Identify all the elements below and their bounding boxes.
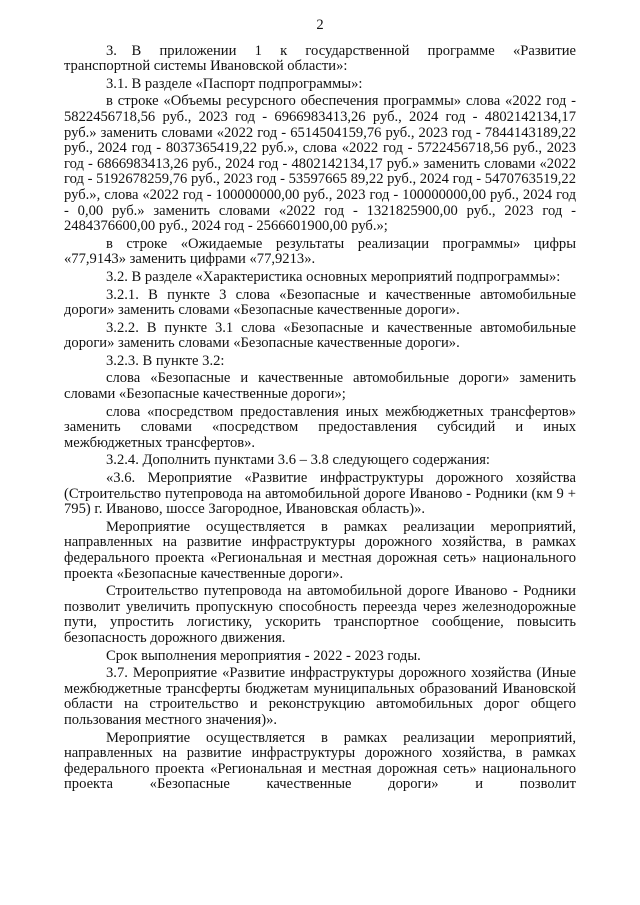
document-page: [64, 18, 576, 795]
paragraph-3-1: 3.1. В разделе «Паспорт подпрограммы»:: [106, 75, 363, 92]
paragraph-3-2-1: 3.2.1. В пункте 3 слова «Безопасные и качественные автомобильные дороги» заменить словами «Безопасные качественные дороги».: [64, 286, 576, 319]
paragraph-3-6-construction: Строительство путепровода на автомобильной дороге Иваново - Родники позволит увеличить пропускную способность переезда через железнодорожные пути, упростить логистику, ускорить транспортное сообщение, повысить безопасность дорожного движения.: [64, 583, 576, 646]
paragraph-3-6-term: Срок выполнения мероприятия - 2022 - 2023 годы.: [106, 647, 421, 664]
paragraph-resources: в строке «Объемы ресурсного обеспечения программы» слова «2022 год - 5822456718,56 руб., 2023 год - 6966983413,26 руб., 2024 год - 4802142134,17 руб.» заменить словами «2022 год - 6514504159,76 руб., 2023 год - 7844143189,22 руб., 2024 год - 8037365419,22 руб.», слова «2022 год - 5722456718,56 руб., 2023 год - 6866983413,26 руб., 2024 год - 4802142134,17 руб.» заменить словами «2022 год - 5192678259,76 руб., 2023 год - 53597665 89,22 руб., 2024 год - 5470763519,22 руб.», слова «2022 год - 100000000,00 руб., 2023 год - 100000000,00 руб., 2024 год - 0,00 руб.» заменить словами «2022 год - 1321825900,00 руб., 2023 год - 2484376600,00 руб., 2024 год - 2566601900,00 руб.»;: [64, 93, 576, 235]
paragraph-3-2-2: 3.2.2. В пункте 3.1 слова «Безопасные и качественные автомобильные дороги» заменить словами «Безопасные качественные дороги».: [64, 319, 576, 352]
paragraph-words-2: слова «посредством предоставления иных межбюджетных трансфертов» заменить словами «посредством предоставления субсидий и иных межбюджетных трансфертов».: [64, 403, 576, 451]
paragraph-3-7-body: Мероприятие осуществляется в рамках реализации мероприятий, направленных на развитие инфраструктуры дорожного хозяйства, в рамках федерального проекта «Региональная и местная дорожная сеть» национального проекта «Безопасные качественные дороги» и позволит: [64, 729, 576, 793]
paragraph-3-2-4: 3.2.4. Дополнить пунктами 3.6 – 3.8 следующего содержания:: [106, 452, 490, 469]
paragraph-3-6: «3.6. Мероприятие «Развитие инфраструктуры дорожного хозяйства (Строительство путепровода на автомобильной дороге Иваново - Родники (км 9 + 795) г. Иваново, шоссе Загородное, Ивановская область)».: [64, 470, 576, 518]
paragraph-3-6-body: Мероприятие осуществляется в рамках реализации мероприятий, направленных на развитие инфраструктуры дорожного хозяйства, в рамках федерального проекта «Региональная и местная дорожная сеть» национального проекта «Безопасные качественные дороги».: [64, 518, 576, 582]
paragraph-3-7: 3.7. Мероприятие «Развитие инфраструктуры дорожного хозяйства (Иные межбюджетные трансферты бюджетам муниципальных образований Ивановской области на строительство и реконструкцию автомобильных дорог общего пользования местного значения)».: [64, 665, 576, 728]
paragraph-3-2-3: 3.2.3. В пункте 3.2:: [106, 352, 225, 369]
page-number: 2: [316, 17, 324, 33]
paragraph-3-2: 3.2. В разделе «Характеристика основных мероприятий подпрограммы»:: [106, 268, 561, 285]
paragraph-expected-results: в строке «Ожидаемые результаты реализации программы» цифры «77,9143» заменить цифрами «77,9213».: [64, 235, 576, 268]
paragraph-3: 3. В приложении 1 к государственной программе «Развитие транспортной системы Ивановской области»:: [64, 42, 576, 75]
paragraph-words-1: слова «Безопасные и качественные автомобильные дороги» заменить словами «Безопасные качественные дороги»;: [64, 370, 576, 403]
